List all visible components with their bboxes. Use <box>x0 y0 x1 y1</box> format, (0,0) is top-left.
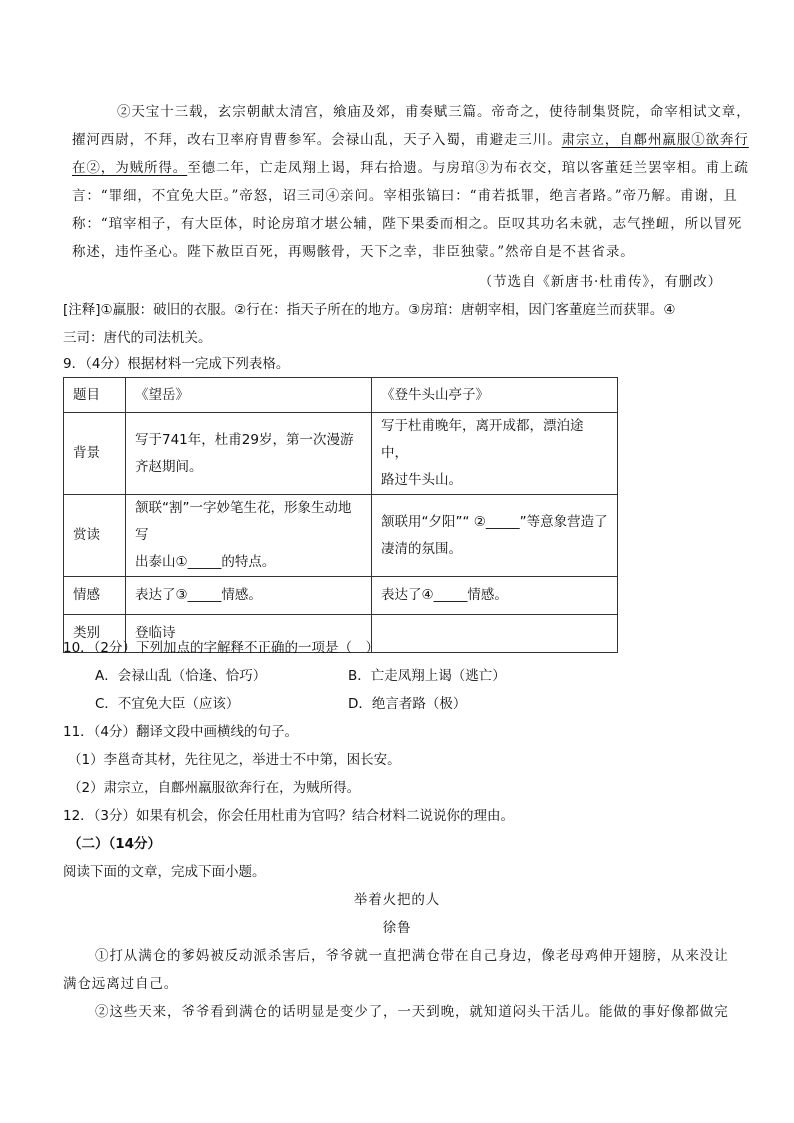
passage-line: 称述，违忤圣心。陛下赦臣百死，再赐骸骨，天下之幸，非臣独蒙。”然帝自是不甚省录。 <box>72 244 635 260</box>
passage-line: 称：“琯宰相子，有大臣体，时论房琯才堪公辅，陛下果委而相之。臣叹其功名未就，志气挫衄，所以冒死 <box>72 216 743 232</box>
row-label: 背景 <box>64 413 126 495</box>
table-header-row <box>64 378 618 413</box>
table-header-cell: 《望岳》 <box>126 378 372 413</box>
table-row <box>64 495 618 577</box>
article-paragraph-line: 满仓远离过自己。 <box>63 976 179 992</box>
underlined-sentence: 在②，为贼所得。 <box>72 160 188 176</box>
option-c: C．不宜免大臣（应该） <box>95 696 240 712</box>
option-a: A．会禄山乱（恰逢、恰巧） <box>95 668 267 684</box>
passage-line: 言：“罪细，不宜免大臣。”帝怒，诏三司④亲问。宰相张镐曰：“甫若抵罪，绝言者路。”帝乃解。甫谢，且 <box>72 188 738 204</box>
question-11-stem: 11．（4分）翻译文段中画横线的句子。 <box>63 724 299 740</box>
passage-line <box>72 128 749 148</box>
notes-line: [注释]①羸服：破旧的衣服。②行在：指天子所在的地方。③房琯：唐朝宰相，因门客董庭兰而获罪。④ <box>63 302 676 318</box>
table-cell: 写于杜甫晚年，离开成都，漂泊途中， 路过牛头山。 <box>372 413 618 495</box>
row-label: 赏读 <box>64 495 126 577</box>
notes-line: 三司：唐代的司法机关。 <box>63 330 212 346</box>
question-11-item: （1）李邕奇其材，先往见之，举进士不中第，困长安。 <box>68 752 401 768</box>
table-row <box>64 577 618 615</box>
row-label: 情感 <box>64 577 126 615</box>
passage-line: ②天宝十三载，玄宗朝献太清宫，飨庙及郊，甫奏赋三篇。帝奇之，使待制集贤院，命宰相试文章， <box>117 104 751 120</box>
question-10-stem: 10．（2分）下列加点的字解释不正确的一项是（ ） <box>63 640 380 656</box>
passage-source: （节选自《新唐书·杜甫传》，有删改） <box>478 274 722 290</box>
table-cell <box>372 615 618 653</box>
table-cell: 颔联“割”一字妙笔生花，形象生动地写 出泰山①_____的特点。 <box>126 495 372 577</box>
article-title: 举着火把的人 <box>353 892 441 908</box>
table-header-cell: 《登牛头山亭子》 <box>372 378 618 413</box>
question-9-stem: 9．（4分）根据材料一完成下列表格。 <box>63 356 290 372</box>
table-cell: 登临诗 <box>126 615 372 653</box>
underlined-sentence: 肃宗立，自鄜州羸服①欲奔行 <box>561 132 749 148</box>
table-cell: 写于741年，杜甫29岁，第一次漫游 齐赵期间。 <box>126 413 372 495</box>
option-b: B．亡走凤翔上谒（逃亡） <box>348 668 506 684</box>
table-cell: 表达了③_____情感。 <box>126 577 372 615</box>
table-cell: 颔联用“夕阳”“ ②_____”等意象营造了 凄清的氛围。 <box>372 495 618 577</box>
row-label: 类别 <box>64 615 126 653</box>
table-cell: 表达了④_____情感。 <box>372 577 618 615</box>
passage-text: 擢河西尉，不拜，改右卫率府胄曹参军。会禄山乱，天子入蜀，甫避走三川。 <box>72 132 562 148</box>
question-12-stem: 12．（3分）如果有机会，你会任用杜甫为官吗？结合材料二说说你的理由。 <box>63 808 515 824</box>
section-heading: （二）（14分） <box>68 836 162 852</box>
article-paragraph-line: ①打从满仓的爹妈被反动派杀害后，爷爷就一直把满仓带在自己身边，像老母鸡伸开翅膀，从来没让 <box>95 948 729 964</box>
passage-line <box>72 156 749 176</box>
article-author: 徐鲁 <box>382 920 412 936</box>
table-row <box>64 413 618 495</box>
passage-text: 至德二年，亡走凤翔上谒，拜右拾遗。与房琯③为布衣交，琯以客董廷兰罢宰相。甫上疏 <box>187 160 749 176</box>
section-instruction: 阅读下面的文章，完成下面小题。 <box>63 864 266 880</box>
article-paragraph-line: ②这些天来，爷爷看到满仓的话明显是变少了，一天到晚，就知道闷头干活儿。能做的事好像都做完 <box>95 1004 729 1020</box>
table-header-cell: 题目 <box>64 378 126 413</box>
option-d: D．绝言者路（极） <box>348 696 467 712</box>
question-9-table <box>63 377 618 653</box>
question-11-item: （2）肃宗立，自鄜州羸服欲奔行在，为贼所得。 <box>68 780 361 796</box>
